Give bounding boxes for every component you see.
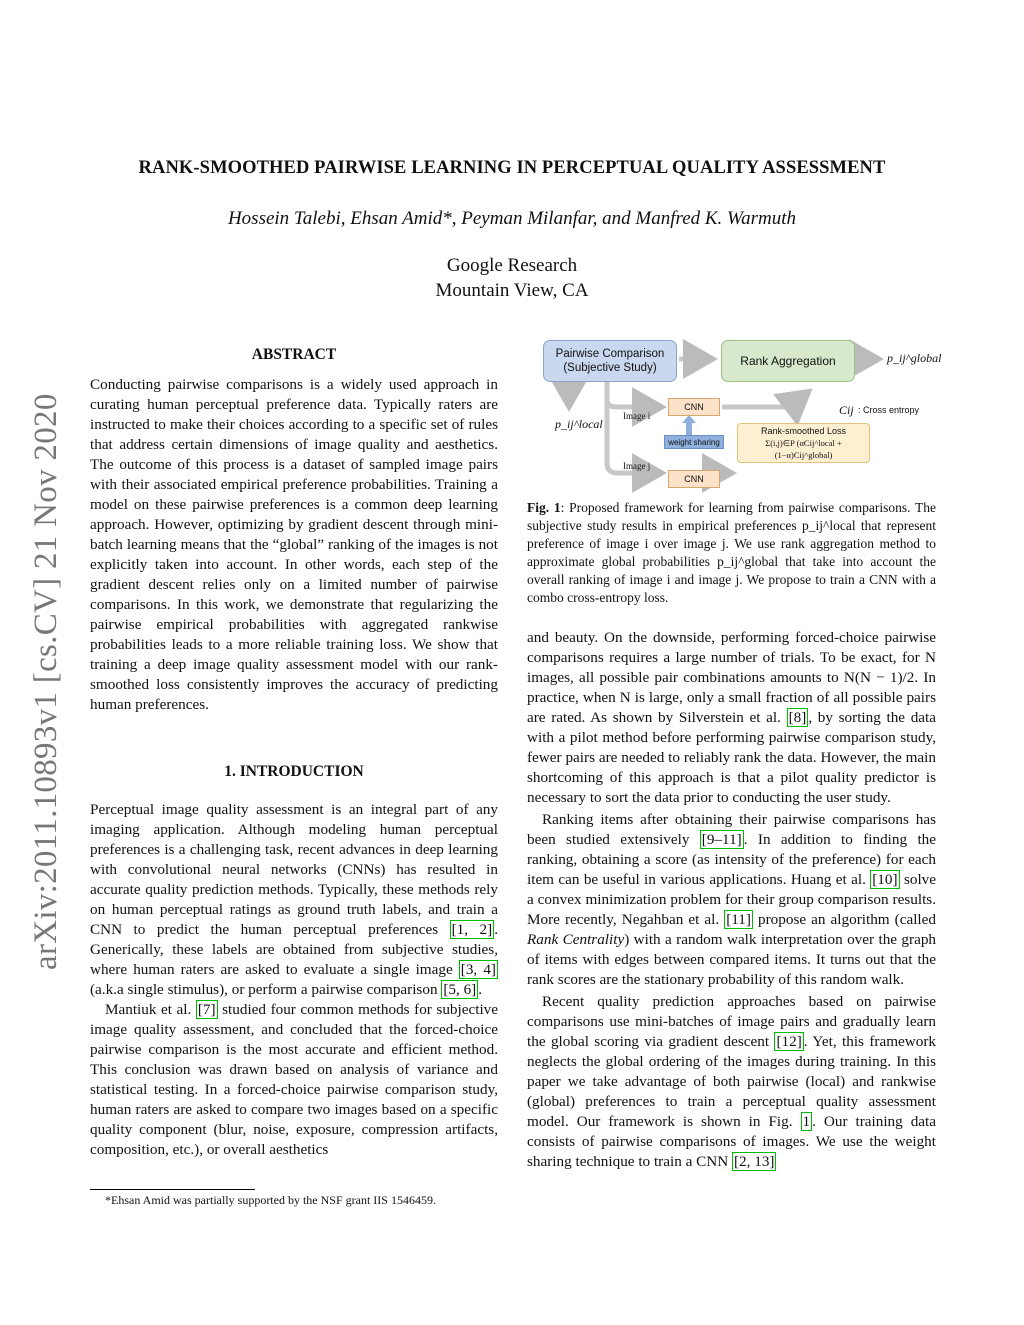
cij-label: Cij xyxy=(839,403,854,417)
citation-link[interactable]: [9–11] xyxy=(701,831,742,848)
right-paragraph-1: and beauty. On the downside, performing forced-choice pairwise comparisons requires a large number of trials. To be exact, for N images, all possible pair combinations amounts to N(N − 1)/2. In practice, when N is large, only a small fraction of all possible pairs are rated. As shown by Silverstein et al. [8] , by sorting the data with a pilot method before performing pairwise comparison study, fewer pairs are needed to reliably rank the data. However, the main shortcoming of this approach is that a pilot quality predictor is necessary to sort the data prior to conducting the user study. xyxy=(527,629,936,806)
figure-1-caption xyxy=(527,499,936,607)
rank-smoothed-loss-box xyxy=(737,423,870,463)
citation-link[interactable]: [2, 13] xyxy=(733,1153,775,1170)
p-local-label: p_ij^local xyxy=(555,417,603,431)
right-paragraph-3: Recent quality prediction approaches based on pairwise comparisons use mini-batches of image pairs and gradually learn the global scoring via gradient descent [12] . Yet, this framework neglects the global ordering of the images during training. In this paper we take advantage of both pairwise (local) and rankwise (global) preferences to train a perceptual quality assessment model. Our framework is shown in Fig. 1 . Our training data consists of pairwise comparisons of images. We use the weight sharing technique to train a CNN [2, 13] xyxy=(527,993,936,1170)
right-column-text xyxy=(527,628,936,1172)
intro-paragraph-1: Perceptual image quality assessment is an integral part of any imaging application. Although modeling human perceptual preferences is a challenging task, recent advances in deep learning with convolutional neural networks (CNNs) has resulted in accurate quality prediction methods. Typically, these methods rely on human perceptual ratings as ground truth labels, and train a CNN to predict the human perceptual preferences [1, 2] . Generically, these labels are obtained from subjective studies, where human raters are asked to evaluate a single image [3, 4] (a.k.a single stimulus), or perform a pairwise comparison [5, 6] . xyxy=(90,801,498,998)
paper-authors: Hossein Talebi, Ehsan Amid*, Peyman Milanfar, and Manfred K. Warmuth xyxy=(227,208,797,229)
citation-link[interactable]: [12] xyxy=(776,1033,802,1050)
citation-link[interactable]: [7] xyxy=(197,1001,216,1018)
p-global-label: p_ij^global xyxy=(887,351,942,365)
citation-link[interactable]: [10] xyxy=(872,871,898,888)
citation-link[interactable]: [3, 4] xyxy=(460,961,496,978)
cnn-box-top: CNN xyxy=(668,398,720,416)
abstract-heading: ABSTRACT xyxy=(251,346,337,363)
footnote: *Ehsan Amid was partially supported by the NSF grant IIS 1546459. xyxy=(105,1193,436,1207)
cnn-box-bottom: CNN xyxy=(668,470,720,488)
pairwise-comparison-box: Pairwise Comparison (Subjective Study) xyxy=(543,340,677,382)
caption-text: : Proposed framework for learning from pairwise comparisons. The subjective study results in empirical preferences p_ij^local that represent preference of image i over image j. We use rank aggregation method to approximate global probabilities p_ij^global that take into account the overall ranking of image i and image j. We propose to train a CNN with a combo cross-entropy loss. xyxy=(527,500,936,605)
loss-title: Rank-smoothed Loss xyxy=(760,426,847,436)
arxiv-id: arXiv:2011.10893v1 [cs.CV] 21 Nov 2020 xyxy=(28,393,64,970)
image-j-label: Image j xyxy=(623,461,651,471)
citation-link[interactable]: [11] xyxy=(726,911,751,928)
affiliation-org: Google Research xyxy=(446,255,578,276)
footnote-rule xyxy=(90,1189,255,1190)
loss-formula: Σ(i,j)∈P (αCij^local + (1−α)Cij^global) xyxy=(765,438,842,460)
citation-link[interactable]: [5, 6] xyxy=(443,981,477,998)
figure-1-diagram xyxy=(527,335,942,495)
arxiv-stamp xyxy=(20,350,64,970)
cross-entropy-label: : Cross entropy xyxy=(858,405,920,415)
right-paragraph-2: Ranking items after obtaining their pairwise comparisons has been studied extensively [9–11] . In addition to finding the ranking, obtaining a score (as intensity of the preference) for each item can be useful in various applications. Huang et al. [10] solve a convex minimization problem for their group comparison results. More recently, Negahban et al. [11] propose an algorithm (called Rank Centrality) with a random walk interpretation over the graph of items with edges between compared items. It turns out that the rank scores are the stationary probability of this random walk. xyxy=(527,811,937,988)
paper-title: RANK-SMOOTHED PAIRWISE LEARNING IN PERCEPTUAL QUALITY ASSESSMENT xyxy=(138,158,886,178)
image-i-label: Image i xyxy=(623,411,651,421)
abstract-text: Conducting pairwise comparisons is a widely used approach in curating human perceptual preference data. Typically raters are instructed to make their choices according to a specific set of rules that address certain dimensions of image quality and aesthetics. The outcome of this process is a dataset of sampled image pairs with their associated empirical preference probabilities. Training a model on these pairwise preferences is a common deep learning approach. However, optimizing by gradient descent through mini-batch learning means that the “global” ranking of the images is not explicitly taken into account. In other words, each step of the gradient descent relies only on a limited number of pairwise comparisons. In this work, we demonstrate that regularizing the pairwise empirical probabilities with aggregated rankwise probabilities leads to a more reliable training loss. We show that training a deep image quality assessment model with our rank-smoothed loss consistently improves the accuracy of predicting human preferences. xyxy=(90,376,498,713)
intro-paragraph-2: Mantiuk et al. [7] studied four common methods for subjective image quality assessment, and concluded that the forced-choice pairwise comparison is the most accurate and efficient method. This conclusion was drawn based on analysis of variance and statistical testing. In a forced-choice pairwise comparison study, human raters are asked to compare two images based on a specific quality component (blur, noise, exposure, compression artifacts, composition, etc.), or overall aesthetics xyxy=(90,1001,498,1158)
citation-link[interactable]: [1, 2] xyxy=(451,921,493,938)
affiliation-location: Mountain View, CA xyxy=(435,280,589,301)
citation-link[interactable]: [8] xyxy=(788,709,807,726)
abstract-section xyxy=(90,345,498,715)
rank-aggregation-box: Rank Aggregation xyxy=(721,340,855,382)
figure-link[interactable]: 1 xyxy=(802,1113,811,1130)
caption-label: Fig. 1 xyxy=(527,500,561,515)
introduction-section xyxy=(90,762,498,1160)
weight-sharing-box: weight sharing xyxy=(664,435,724,449)
introduction-heading: 1. INTRODUCTION xyxy=(224,763,364,780)
